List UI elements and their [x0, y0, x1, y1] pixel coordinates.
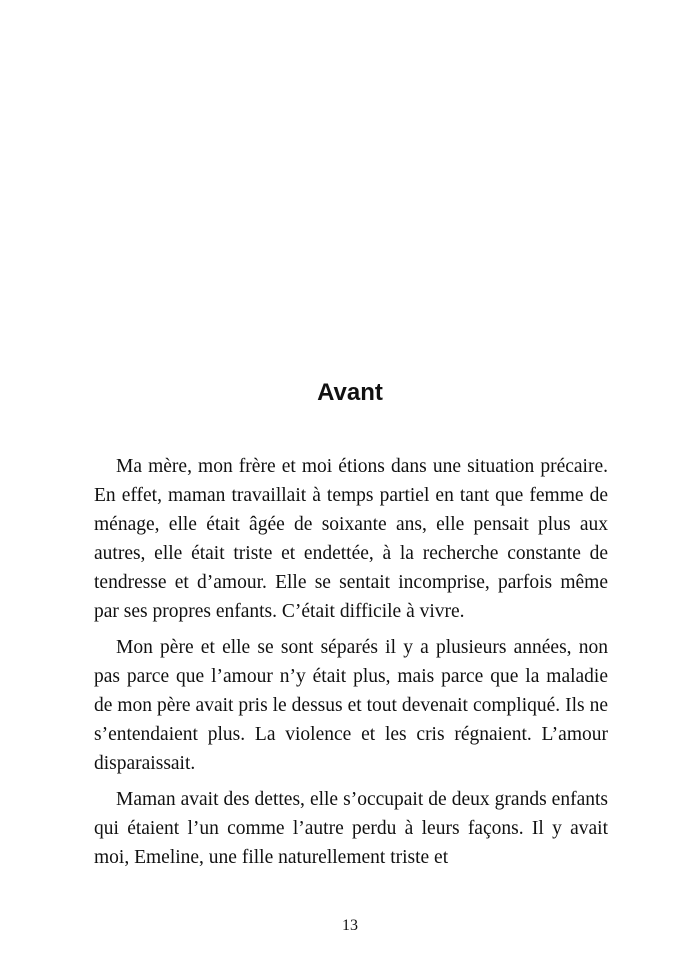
- chapter-title: Avant: [317, 379, 383, 406]
- page-number: 13: [342, 917, 358, 934]
- paragraph-3: Maman avait des dettes, elle s’occupait de deux grands enfants qui étaient l’un comme l’autre perdu à leurs façons. Il y avait moi, Emeline, une fille naturellement triste et: [94, 789, 608, 868]
- paragraph-2: Mon père et elle se sont séparés il y a plusieurs années, non pas parce que l’amour n’y était plus, mais parce que la maladie de mon père avait pris le dessus et tout devenait compliqué. Ils ne s’entendaient plus. La violence et les cris régnaient. L’amour disparaissait.: [94, 637, 608, 774]
- chapter-body: [94, 452, 608, 879]
- paragraph-1: Ma mère, mon frère et moi étions dans une situation précaire. En effet, maman travaillait à temps partiel en tant que femme de ménage, elle était âgée de soixante ans, elle pensait plus aux autres, elle était triste et endettée, à la recherche constante de tendresse et d’amour. Elle se sentait incomprise, parfois même par ses propres enfants. C’était difficile à vivre.: [94, 456, 608, 622]
